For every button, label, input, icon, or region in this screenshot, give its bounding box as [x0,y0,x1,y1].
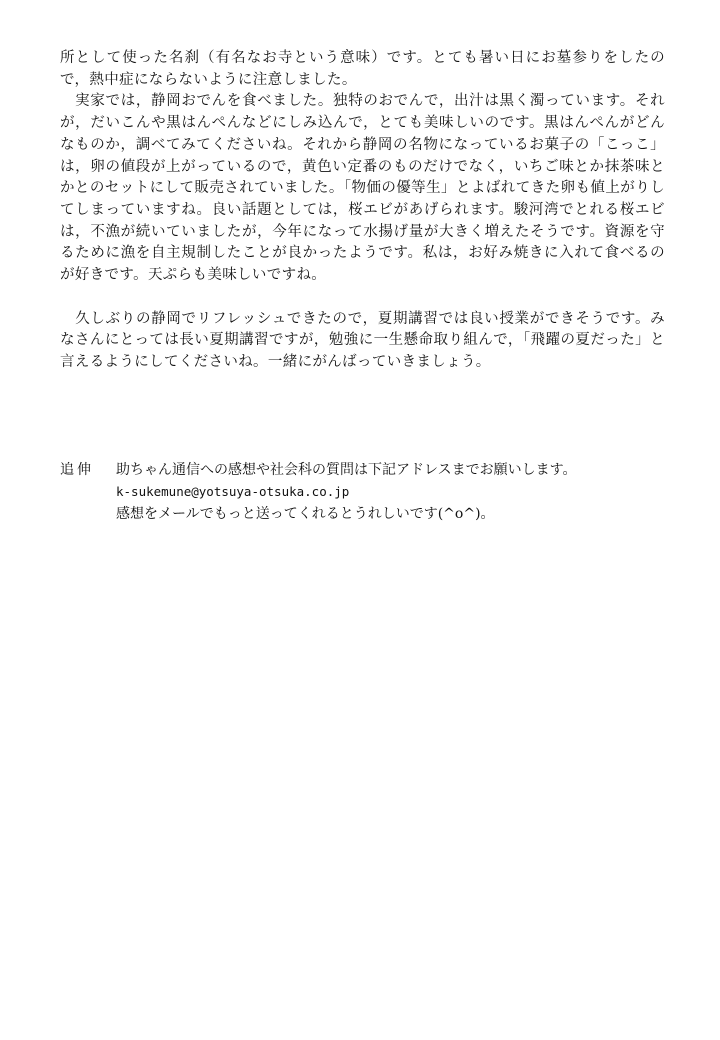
postscript-closing-text: 感想をメールでもっと送ってくれるとうれしいです(^o^)。 [116,506,495,522]
body-text [60,48,665,374]
paragraph-1: 所として使った名刹（有名なお寺という意味）です。とても暑い日にお墓参りをしたので，熱中症にならないように注意しました。 [60,50,665,88]
email-address: k-sukemune@yotsuya-otsuka.co.jp [116,484,350,499]
postscript-label: 追伸 [60,462,94,478]
paragraph-3: 久しぶりの静岡でリフレッシュできたので，夏期講習では良い授業ができそうです。みなさんにとっては長い夏期講習ですが，勉強に一生懸命取り組んで，「飛躍の夏だった」と言えるようにしてくださいね。一緒にがんばっていきましょう。 [60,310,665,371]
postscript-request-text: 助ちゃん通信への感想や社会科の質問は下記アドレスまでお願いします。 [116,462,577,478]
postscript-content [116,459,676,525]
paragraph-2: 実家では，静岡おでんを食べました。独特のおでんで，出汁は黒く濁っています。それが，だいこんや黒はんぺんなどにしみ込んで，とても美味しいのです。黒はんぺんがどんなものか，調べてみてくださいね。それから静岡の名物になっているお菓子の「こっこ」は，卵の値段が上がっているので，黄色い定番のものだけでなく，いちご味とか抹茶味とかとのセットにして販売されていました。「物価の優等生」とよばれてきた卵も値上がりしてしまっていますね。良い話題としては，桜エビがあげられます。駿河湾でとれる桜エビは，不漁が続いていましたが，今年になって水揚げ量が大きく増えたそうです。資源を守るために漁を自主規制したことが良かったようです。私は，お好み焼きに入れて食べるのが好きです。天ぷらも美味しいですね。 [60,93,665,284]
